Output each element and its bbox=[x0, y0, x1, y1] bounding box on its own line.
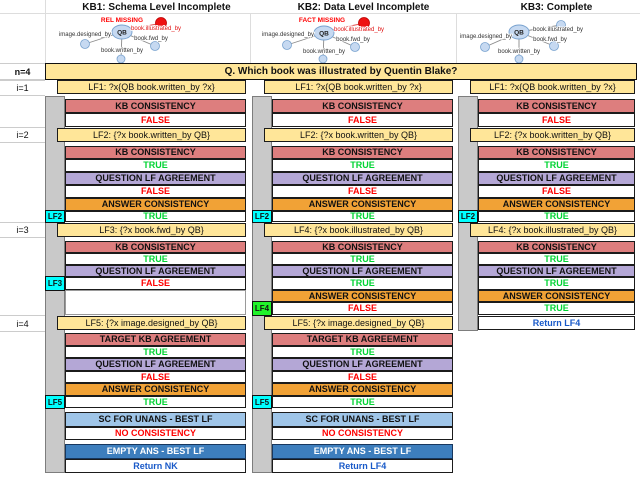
kb1-lf3-badge: LF3 bbox=[45, 276, 65, 291]
kb2-i3-kb-result: TRUE bbox=[272, 253, 453, 265]
kb1-bottom-edge-label: book.written_by bbox=[100, 48, 144, 54]
kb2-i2-question-lf-agreement: QUESTION LF AGREEMENT bbox=[272, 172, 453, 185]
kb1-lf5-cell: LF5: {?x image.designed_by QB} bbox=[57, 316, 246, 330]
kb3-i1-kb-consistency: KB CONSISTENCY bbox=[478, 99, 635, 113]
kb1-empty-ans-header: EMPTY ANS - BEST LF bbox=[65, 444, 246, 459]
kb3-i3-question-lf-agreement: QUESTION LF AGREEMENT bbox=[478, 265, 635, 277]
kb1-lf5-badge: LF5 bbox=[45, 395, 65, 409]
kb3-i3-qla-result: TRUE bbox=[478, 277, 635, 290]
kb2-i4-answer-consistency: ANSWER CONSISTENCY bbox=[272, 383, 453, 396]
iter-label-1: i=1 bbox=[0, 80, 45, 96]
kb2-i3-ans-result: FALSE bbox=[272, 302, 453, 315]
kb1-return-cell: Return NK bbox=[65, 459, 246, 473]
kb2-i2-kb-consistency: KB CONSISTENCY bbox=[272, 146, 453, 159]
kb1-i4-qla-result: FALSE bbox=[65, 371, 246, 383]
kb3-i3-kb-result: TRUE bbox=[478, 253, 635, 265]
kb3-lf2-badge: LF2 bbox=[458, 210, 478, 223]
kb2-i3-kb-consistency: KB CONSISTENCY bbox=[272, 241, 453, 253]
kb2-lf4-badge: LF4 bbox=[252, 301, 272, 316]
kb1-left-edge-label: image.designed_by bbox=[58, 32, 112, 38]
kb2-i2-qla-result: FALSE bbox=[272, 185, 453, 198]
kb1-i4-target-result: TRUE bbox=[65, 346, 246, 358]
kb1-i1-kb-consistency: KB CONSISTENCY bbox=[65, 99, 246, 113]
kb3-i2-kb-consistency: KB CONSISTENCY bbox=[478, 146, 635, 159]
kb1-alert-label: REL MISSING bbox=[100, 17, 144, 24]
kb2-lf5-badge: LF5 bbox=[252, 395, 272, 409]
kb2-i2-answer-consistency: ANSWER CONSISTENCY bbox=[272, 198, 453, 211]
kb2-left-edge-label: image.designed_by bbox=[261, 32, 315, 38]
kb1-missing-edge-label: book.illustrated_by bbox=[131, 26, 182, 32]
kb2-title: KB2: Data Level Incomplete bbox=[297, 1, 430, 13]
kb2-i4-target-result: TRUE bbox=[272, 346, 453, 358]
kb2-i2-kb-result: TRUE bbox=[272, 159, 453, 172]
kb3-lf4-cell: LF4: {?x book.illustrated_by QB} bbox=[470, 223, 635, 237]
kb1-empty-cell bbox=[65, 290, 246, 315]
kb1-i2-ans-result: TRUE bbox=[65, 211, 246, 222]
kb2-right-edge-label: book.fwd_by bbox=[336, 37, 370, 43]
n-label: n=4 bbox=[0, 63, 45, 80]
kb1-i4-question-lf-agreement: QUESTION LF AGREEMENT bbox=[65, 358, 246, 371]
kb2-center-label: QB bbox=[319, 30, 329, 38]
kb3-lf1-cell: LF1: ?x{QB book.written_by ?x} bbox=[470, 80, 635, 94]
kb2-i4-ans-result: TRUE bbox=[272, 396, 453, 408]
kb1-right-edge-label: book.fwd_by bbox=[134, 36, 168, 42]
kb3-title: KB3: Complete bbox=[520, 1, 593, 13]
kb2-i4-qla-result: FALSE bbox=[272, 371, 453, 383]
kb2-i4-target-kb-agreement: TARGET KB AGREEMENT bbox=[272, 333, 453, 346]
kb3-left-edge-label: image.designed_by bbox=[459, 34, 513, 40]
kb1-i3-kb-result: TRUE bbox=[65, 253, 246, 265]
kb3-i3-kb-consistency: KB CONSISTENCY bbox=[478, 241, 635, 253]
kb2-empty-ans-header: EMPTY ANS - BEST LF bbox=[272, 444, 453, 459]
question-row: Q. Which book was illustrated by Quentin Blake? bbox=[45, 63, 637, 80]
kb2-bottom-edge-label: book.written_by bbox=[302, 49, 346, 55]
kb2-lf4-cell: LF4: {?x book.illustrated_by QB} bbox=[264, 223, 453, 237]
kb3-lf2-cell: LF2: {?x book.written_by QB} bbox=[470, 128, 635, 142]
kb1-center-label: QB bbox=[117, 29, 127, 37]
iter-label-3: i=3 bbox=[0, 222, 45, 238]
kb1-lf3-cell: LF3: {?x book.fwd_by QB} bbox=[57, 223, 246, 237]
kb3-right-edge-label: book.fwd_by bbox=[533, 37, 567, 43]
kb1-title: KB1: Schema Level Incomplete bbox=[82, 1, 231, 13]
iter-label-2: i=2 bbox=[0, 127, 45, 143]
kb3-bottom-edge-label: book.written_by bbox=[497, 49, 541, 55]
kb2-lf2-badge: LF2 bbox=[252, 210, 272, 223]
kb3-center-label: QB bbox=[514, 29, 524, 37]
kb2-i4-question-lf-agreement: QUESTION LF AGREEMENT bbox=[272, 358, 453, 371]
kb1-lf2-badge: LF2 bbox=[45, 210, 65, 223]
kb1-i2-kb-result: TRUE bbox=[65, 159, 246, 172]
kb1-i2-answer-consistency: ANSWER CONSISTENCY bbox=[65, 198, 246, 211]
kb2-i1-kb-consistency: KB CONSISTENCY bbox=[272, 99, 453, 113]
kb1-i4-answer-consistency: ANSWER CONSISTENCY bbox=[65, 383, 246, 396]
kb3-i3-answer-consistency: ANSWER CONSISTENCY bbox=[478, 290, 635, 302]
kb2-sc-result: NO CONSISTENCY bbox=[272, 427, 453, 440]
kb1-i4-ans-result: TRUE bbox=[65, 396, 246, 408]
kb1-i3-kb-consistency: KB CONSISTENCY bbox=[65, 241, 246, 253]
kb3-i2-ans-result: TRUE bbox=[478, 211, 635, 222]
gridline-kb1-kb2 bbox=[250, 13, 251, 63]
kb2-lf1-cell: LF1: ?x{QB book.written_by ?x} bbox=[264, 80, 453, 94]
kb2-return-cell: Return LF4 bbox=[272, 459, 453, 473]
kb2-i2-ans-result: TRUE bbox=[272, 211, 453, 222]
kb2-i3-qla-result: TRUE bbox=[272, 277, 453, 290]
kb2-sc-unans-header: SC FOR UNANS - BEST LF bbox=[272, 412, 453, 427]
iter-label-4: i=4 bbox=[0, 315, 45, 332]
kb3-i2-answer-consistency: ANSWER CONSISTENCY bbox=[478, 198, 635, 211]
kb1-i3-question-lf-agreement: QUESTION LF AGREEMENT bbox=[65, 265, 246, 277]
kb1-i1-result: FALSE bbox=[65, 113, 246, 127]
kb2-lf5-cell: LF5: {?x image.designed_by QB} bbox=[264, 316, 453, 330]
kb3-i3-ans-result: TRUE bbox=[478, 302, 635, 315]
kb2-gutter bbox=[252, 96, 272, 473]
kb2-i1-result: FALSE bbox=[272, 113, 453, 127]
kb1-lf1-cell: LF1: ?x{QB book.written_by ?x} bbox=[57, 80, 246, 94]
kb1-i2-question-lf-agreement: QUESTION LF AGREEMENT bbox=[65, 172, 246, 185]
kb3-return-cell: Return LF4 bbox=[478, 316, 635, 330]
kb2-alert-label: FACT MISSING bbox=[298, 17, 346, 24]
kb3-i1-result: FALSE bbox=[478, 113, 635, 127]
kb2-i3-question-lf-agreement: QUESTION LF AGREEMENT bbox=[272, 265, 453, 277]
kb3-i2-kb-result: TRUE bbox=[478, 159, 635, 172]
kb1-i2-qla-result: FALSE bbox=[65, 185, 246, 198]
kb3-top-right-edge-label: book.illustrated_by bbox=[532, 27, 584, 33]
kb3-i2-question-lf-agreement: QUESTION LF AGREEMENT bbox=[478, 172, 635, 185]
kb1-i2-kb-consistency: KB CONSISTENCY bbox=[65, 146, 246, 159]
kb3-i2-qla-result: FALSE bbox=[478, 185, 635, 198]
kb2-missing-edge-label: book.illustrated_by bbox=[334, 27, 385, 33]
kb2-i3-answer-consistency: ANSWER CONSISTENCY bbox=[272, 290, 453, 302]
kb1-sc-result: NO CONSISTENCY bbox=[65, 427, 246, 440]
kb1-sc-unans-header: SC FOR UNANS - BEST LF bbox=[65, 412, 246, 427]
kb1-i3-qla-result: FALSE bbox=[65, 277, 246, 290]
kb2-lf2-cell: LF2: {?x book.written_by QB} bbox=[264, 128, 453, 142]
kb1-lf2-cell: LF2: {?x book.written_by QB} bbox=[57, 128, 246, 142]
kb1-i4-target-kb-agreement: TARGET KB AGREEMENT bbox=[65, 333, 246, 346]
